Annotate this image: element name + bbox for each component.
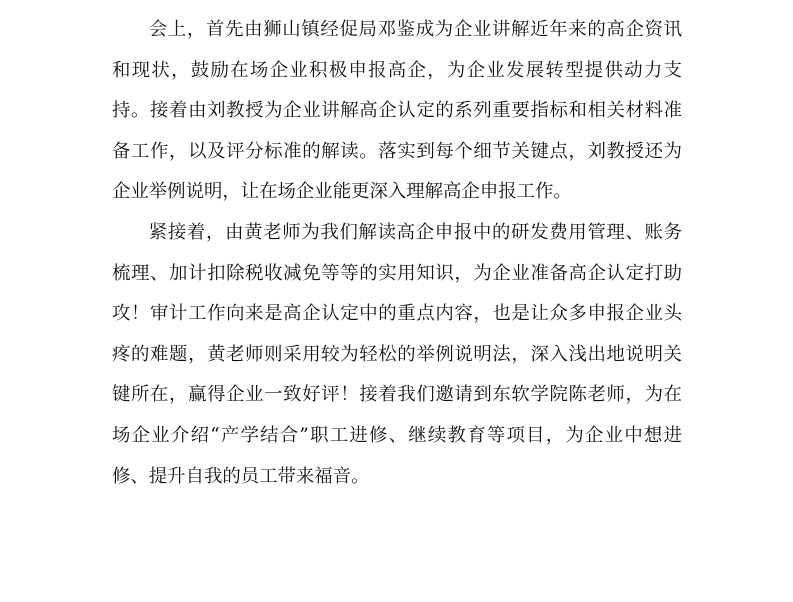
document-body [112,10,682,497]
paragraph-1: 会上，首先由狮山镇经促局邓鉴成为企业讲解近年来的高企资讯和现状，鼓励在场企业积极申报高企，为企业发展转型提供动力支持。接着由刘教授为企业讲解高企认定的系列重要指标和相关材料准备工作，以及评分标准的解读。落实到每个细节关键点，刘教授还为企业举例说明，让在场企业能更深入理解高企申报工作。 [112,19,682,203]
paragraph-2: 紧接着，由黄老师为我们解读高企申报中的研发费用管理、账务梳理、加计扣除税收减免等等的实用知识，为企业准备高企认定打助攻！审计工作向来是高企认定中的重点内容，也是让众多申报企业头疼的难题，黄老师则采用较为轻松的举例说明法，深入浅出地说明关键所在，赢得企业一致好评！接着我们邀请到东软学院陈老师，为在场企业介绍“产学结合”职工进修、继续教育等项目，为企业中想进修、提升自我的员工带来福音。 [112,221,682,487]
